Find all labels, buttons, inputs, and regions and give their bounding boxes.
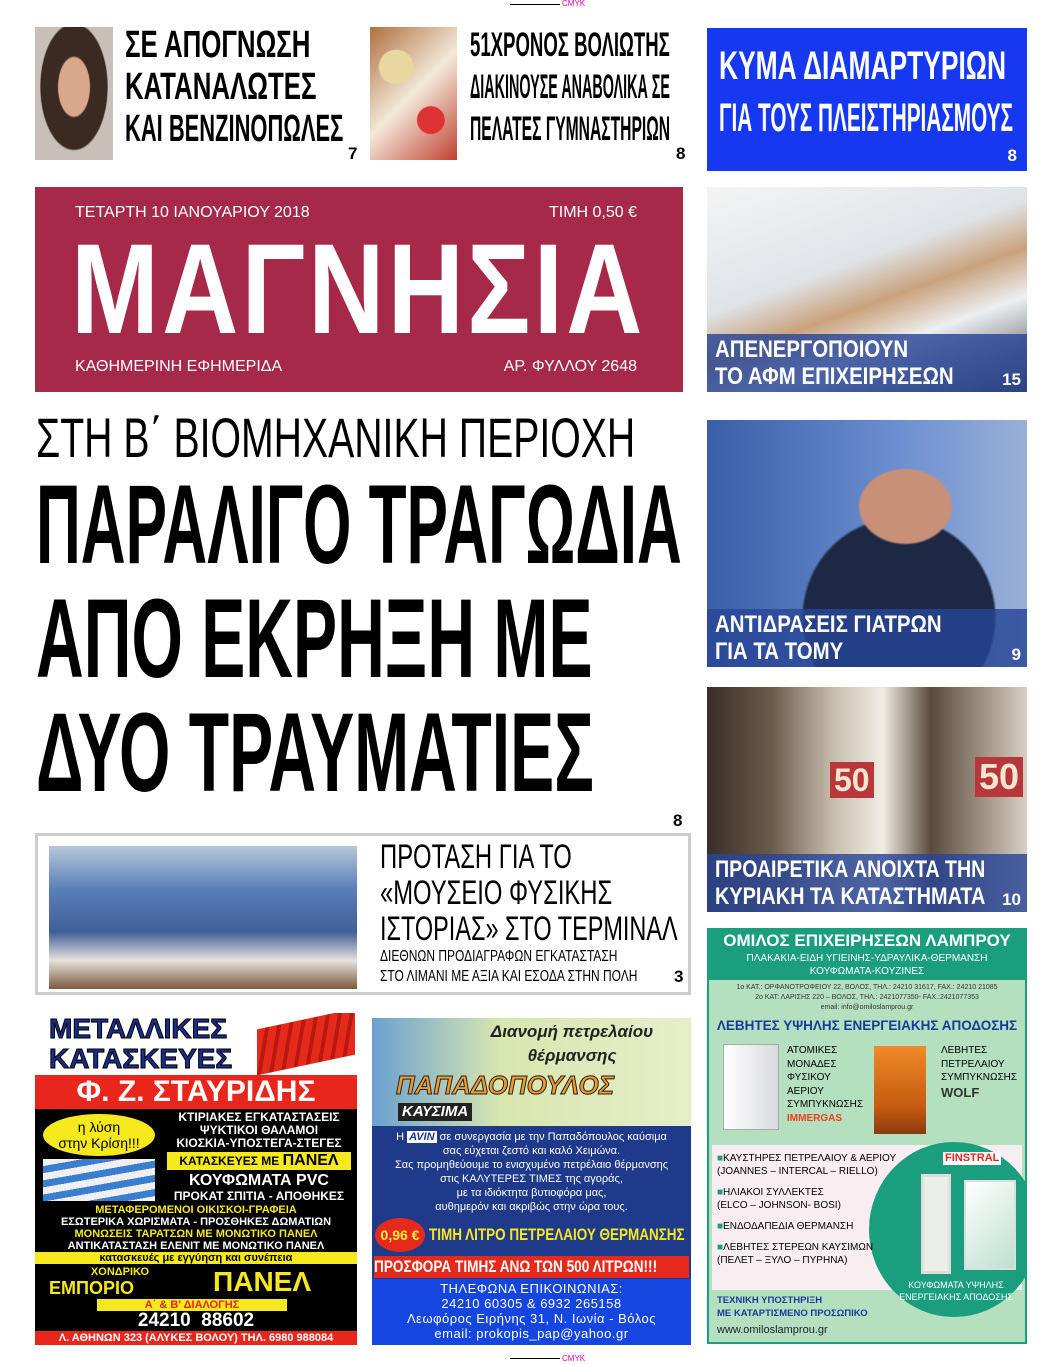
support-text: ΤΕΧΝΙΚΗ ΥΠΟΣΤΗΡΙΞΗ xyxy=(717,1295,823,1306)
caption-line: ΑΝΤΙΔΡΑΣΕΙΣ ΓΙΑΤΡΩΝ xyxy=(715,611,942,638)
pvc: ΚΟΥΦΩΜΑΤΑ PVC xyxy=(189,1172,329,1189)
service: ΨΥΚΤΙΚΟΙ ΘΑΛΑΜΟΙ xyxy=(199,1123,319,1137)
grade: Α΄ & Β' ΔΙΑΛΟΓΗΣ xyxy=(97,1299,287,1311)
crop-mark-label-top: CMYK xyxy=(562,0,586,8)
boiler-image xyxy=(723,1044,779,1130)
price-burst: 0,96 € xyxy=(375,1218,425,1252)
address-line: email: info@omiloslamprou.gr xyxy=(820,1004,914,1011)
caption-line: ΠΡΟΑΙΡΕΤΙΚΑ ΑΝΟΙΧΤΑ ΤΗΝ xyxy=(715,856,986,883)
window-profile-image xyxy=(964,1180,1016,1270)
page-number: 8 xyxy=(1007,146,1017,165)
tagline: Διανομή πετρελαίου xyxy=(490,1022,654,1041)
ad-line: ΑΝΤΙΚΑΤΑΣΤΑΣΗ ΕΛΕΝΙΤ ΜΕ ΜΟΝΩΤΙΚΟ ΠΑΝΕΛ xyxy=(67,1240,325,1252)
address-line: 2ο ΚΑΤ: ΛΑΡΙΣΗΣ 220 – ΒΟΛΟΣ, ΤΗΛ.: 2421077350- FAX.:2421077353 xyxy=(755,994,979,1001)
museum-headline-line: ΙΣΤΟΡΙΑΣ» ΣΤΟ ΤΕΡΜΙΝΑΛ xyxy=(380,910,678,948)
address-line: 1ο ΚΑΤ.: ΟΡΦΑΝΟΤΡΟΦΕΙΟΥ 22, ΒΟΛΟΣ, ΤΗΛ.: 24210 31617, FAX.: 24210 21085 xyxy=(736,984,998,991)
body-line: με τα ιδιόκτητα βυτιοφόρα μας, xyxy=(456,1187,607,1199)
body-prefix: Η xyxy=(396,1131,405,1143)
immergas-logo: IMMERGAS xyxy=(787,1112,842,1124)
tagline: θέρμανσης xyxy=(527,1046,617,1065)
story-photo-pills[interactable] xyxy=(370,27,457,160)
boiler-text: ΦΥΣΙΚΟΥ xyxy=(787,1072,831,1083)
body-line: αυθημερόν και ακριβώς στην ώρα τους. xyxy=(435,1201,628,1213)
headline-line: ΚΑΙ ΒΕΝΖΙΝΟΠΩΛΕΣ xyxy=(125,108,344,150)
ad-heading: ΛΕΒΗΤΕΣ ΥΨΗΛΗΣ ΕΝΕΡΓΕΙΑΚΗΣ ΑΠΟΔΟΣΗΣ xyxy=(716,1018,1018,1033)
address: Λ. ΑΘΗΝΩΝ 323 (ΑΛΥΚΕΣ ΒΟΛΟΥ) ΤΗΛ. 6980 988084 xyxy=(35,1331,357,1345)
page-number: 9 xyxy=(1011,645,1021,664)
ad-lamprou[interactable] xyxy=(707,928,1027,1344)
main-story[interactable] xyxy=(36,406,684,815)
crop-mark-bottom xyxy=(510,1358,560,1359)
boiler-text: ΣΥΜΠΥΚΝΩΣΗΣ xyxy=(787,1099,864,1110)
bullet-item: ■ΗΛΙΑΚΟΙ ΣΥΛΛΕΚΤΕΣ (ELCO – JOHNSON- BOSI) xyxy=(717,1187,841,1211)
oil-boiler-image xyxy=(874,1046,926,1134)
ad-stavridis[interactable] xyxy=(35,1013,357,1345)
avin-logo: AVIN xyxy=(409,1131,435,1143)
contact-line: Λεωφόρος Ειρήνης 31, Ν. Ιωνία - Βόλος xyxy=(406,1311,657,1326)
main-headline-line: ΑΠΟ ΕΚΡΗΞΗ ΜΕ xyxy=(36,576,593,701)
panels-image xyxy=(43,1159,155,1201)
top-story-3-box[interactable] xyxy=(707,28,1027,171)
bullet-item: ■ΕΝΔΟΔΑΠΕΔΙΑ ΘΕΡΜΑΝΣΗ xyxy=(717,1221,854,1232)
website-link[interactable]: www.omiloslamprou.gr xyxy=(717,1324,828,1336)
boiler-text: ΜΟΝΑΔΕΣ xyxy=(787,1058,837,1070)
guarantee: κατασκευές με εγγύηση και συνέπεια xyxy=(99,1252,293,1264)
caption-line: ΚΥΡΙΑΚΗ ΤΑ ΚΑΤΑΣΤΗΜΑΤΑ xyxy=(715,883,986,910)
museum-subhead-line: ΔΙΕΘΝΩΝ ΠΡΟΔΙΑΓΡΑΦΩΝ ΕΓΚΑΤΑΣΤΑΣΗ xyxy=(380,948,618,965)
brand-name: ΠΑΠΑΔΟΠΟΥΛΟΣ xyxy=(396,1070,615,1100)
brand-sub: ΚΑΥΣΙΜΑ xyxy=(398,1103,472,1121)
page-number: 10 xyxy=(1002,890,1021,909)
shop-sign: 50 xyxy=(975,757,1023,797)
bullet-item: ■ΚΑΥΣΤΗΡΕΣ ΠΕΤΡΕΛΑΙΟΥ & ΑΕΡΙΟΥ (JOANNES – INTERCAL – RIELLO) xyxy=(717,1153,897,1177)
ad-sub: ΚΟΥΦΩΜΑΤΑ-ΚΟΥΖΙΝΕΣ xyxy=(809,966,925,977)
contact-line: 24210 60305 & 6932 265158 xyxy=(441,1296,622,1311)
ad-title-line: ΜΕΤΑΛΛΙΚΕΣ xyxy=(49,1013,228,1044)
body-line: Σας προμηθεύουμε το ενισχυμένο πετρέλαιο θέρμανσης xyxy=(394,1159,669,1171)
masthead-subtitle: ΚΑΘΗΜΕΡΙΝΗ ΕΦΗΜΕΡΙΔΑ xyxy=(75,358,283,375)
panel-big: ΠΑΝΕΛ xyxy=(213,1266,312,1297)
body-line: σε συνεργασία με την Παπαδόπουλος καύσιμα xyxy=(439,1131,667,1143)
page-number: 15 xyxy=(1002,370,1021,389)
emporio: ΕΜΠΟΡΙΟ xyxy=(49,1278,135,1298)
headline-line: ΔΙΑΚΙΝΟΥΣΕ ΑΝΑΒΟΛΙΚΑ ΣΕ xyxy=(470,68,670,106)
phone: 24210 88602 xyxy=(137,1310,255,1331)
offer-banner: ΠΡΟΣΦΟΡΑ ΤΙΜΗΣ ΑΝΩ ΤΩΝ 500 ΛΙΤΡΩΝ!!! xyxy=(374,1256,689,1278)
boiler-text: ΑΤΟΜΙΚΕΣ xyxy=(787,1045,838,1056)
museum-subhead-line: ΣΤΟ ΛΙΜΑΝΙ ΜΕ ΑΞΙΑ ΚΑΙ ΕΣΟΔΑ ΣΤΗΝ ΠΟΛΗ xyxy=(380,968,638,985)
headline-line: ΓΙΑ ΤΟΥΣ ΠΛΕΙΣΤΗΡΙΑΣΜΟΥΣ xyxy=(719,96,1014,140)
crop-mark-label-bottom: CMYK xyxy=(562,1354,586,1363)
prokat: ΠΡΟΚΑΤ ΣΠΙΤΙΑ - ΑΠΟΘΗΚΕΣ xyxy=(173,1189,345,1203)
window-text: ΚΟΥΦΩΜΑΤΑ ΥΨΗΛΗΣ xyxy=(908,1280,1004,1290)
main-headline-line: ΔΥΟ ΤΡΑΥΜΑΤΙΕΣ xyxy=(36,690,594,815)
price-label: ΤΙΜΗ ΛΙΤΡΟ ΠΕΤΡΕΛΑΙΟΥ ΘΕΡΜΑΝΣΗΣ xyxy=(429,1225,685,1244)
ad-line: ΕΣΩΤΕΡΙΚΑ ΧΩΡΙΣΜΑΤΑ - ΠΡΟΣΘΗΚΕΣ ΔΩΜΑΤΙΩΝ xyxy=(60,1216,332,1228)
panel-label: ΚΑΤΑΣΚΕΥΕΣ ΜΕ xyxy=(179,1154,280,1168)
headline-line: ΚΑΤΑΝΑΛΩΤΕΣ xyxy=(125,66,317,108)
ad-title: ΟΜΙΛΟΣ ΕΠΙΧΕΙΡΗΣΕΩΝ ΛΑΜΠΡΟΥ xyxy=(723,931,1011,950)
boiler-text: ΣΥΜΠΥΚΝΩΣΗΣ xyxy=(941,1072,1018,1083)
body-line: σας εύχεται ζεστό και καλό Χειμώνα. xyxy=(442,1145,621,1157)
museum-headline-line: ΠΡΟΤΑΣΗ ΓΙΑ ΤΟ xyxy=(380,838,572,876)
window-text: ΕΝΕΡΓΕΙΑΚΗΣ ΑΠΟΔΟΣΗΣ xyxy=(899,1292,1013,1302)
ad-sub: ΠΛΑΚΑΚΙΑ-ΕΙΔΗ ΥΓΙΕΙΝΗΣ-ΥΔΡΑΥΛΙΚΑ-ΘΕΡΜΑΝΣΗ xyxy=(746,953,988,964)
page-number: 7 xyxy=(348,144,358,163)
ad-name: Φ. Ζ. ΣΤΑΥΡΙΔΗΣ xyxy=(35,1075,357,1109)
masthead-issue: ΑΡ. ΦΥΛΛΟΥ 2648 xyxy=(503,358,637,375)
bullet-item: ■ΛΕΒΗΤΕΣ ΣΤΕΡΕΩΝ ΚΑΥΣΙΜΩΝ (ΠΕΛΕΤ – ΞΥΛΟ – ΠΥΡΗΝΑ) xyxy=(717,1242,874,1266)
finstral-logo: FINSTRAL xyxy=(945,1152,1000,1164)
museum-photo xyxy=(49,846,357,989)
side-story-doctors[interactable] xyxy=(707,420,1027,667)
wolf-logo: WOLF xyxy=(941,1084,980,1100)
story-photo-woman[interactable] xyxy=(35,27,113,160)
boiler-text: ΑΕΡΙΟΥ xyxy=(787,1085,824,1097)
newspaper-name: ΜΑΓΝΗΣΙΑ xyxy=(71,218,646,361)
masthead-price: ΤΙΜΗ 0,50 € xyxy=(548,204,637,221)
boiler-text: ΛΕΒΗΤΕΣ xyxy=(941,1045,988,1056)
page-number: 8 xyxy=(676,144,686,163)
main-headline-line: ΠΑΡΑΛΙΓΟ ΤΡΑΓΩΔΙΑ xyxy=(36,462,682,587)
masthead-date: ΤΕΤΑΡΤΗ 10 ΙΑΝΟΥΑΡΙΟΥ 2018 xyxy=(75,204,310,221)
shop-sign: 50 xyxy=(830,762,874,798)
ad-line: ΜΟΝΩΣΕΙΣ ΤΑΡΑΤΣΩΝ ΜΕ ΜΟΝΩΤΙΚΟ ΠΑΝΕΛ xyxy=(74,1228,318,1240)
headline-line: ΣΕ ΑΠΟΓΝΩΣΗ xyxy=(125,24,311,66)
main-kicker: ΣΤΗ Β΄ ΒΙΟΜΗΧΑΝΙΚΗ ΠΕΡΙΟΧΗ xyxy=(36,406,636,469)
masthead xyxy=(35,187,683,392)
page-number: 8 xyxy=(673,811,683,830)
crop-mark-top xyxy=(510,4,560,5)
email-link[interactable]: email: prokopis_pap@yahoo.gr xyxy=(434,1326,629,1341)
page-number: 3 xyxy=(674,967,684,986)
support-text: ΜΕ ΚΑΤΑΡΤΙΣΜΕΝΟ ΠΡΟΣΩΠΙΚΟ xyxy=(717,1308,868,1319)
side-story-afm[interactable] xyxy=(707,187,1027,392)
caption-line: ΤΟ ΑΦΜ ΕΠΙΧΕΙΡΗΣΕΩΝ xyxy=(715,363,954,390)
wholesale: ΧΟΝΔΡΙΚΟ xyxy=(90,1266,150,1278)
top-story-2-headline[interactable] xyxy=(470,24,672,150)
masthead-title xyxy=(71,218,651,361)
boiler-text: ΠΕΤΡΕΛΑΙΟΥ xyxy=(941,1058,1005,1070)
museum-story-box[interactable] xyxy=(35,833,691,995)
ad-papadopoulos[interactable] xyxy=(372,1018,691,1345)
service: ΚΤΙΡΙΑΚΕΣ ΕΓΚΑΤΑΣΤΑΣΕΙΣ xyxy=(178,1110,340,1124)
caption-line: ΓΙΑ ΤΑ ΤΟΜΥ xyxy=(715,638,844,665)
headline-line: 51ΧΡΟΝΟΣ ΒΟΛΙΩΤΗΣ xyxy=(470,26,670,64)
side-story-shops[interactable] xyxy=(707,687,1027,912)
body-line: στις ΚΑΛΥΤΕΡΕΣ ΤΙΜΕΣ της αγοράς, xyxy=(440,1173,623,1185)
window-image xyxy=(921,1174,951,1274)
headline-line: ΚΥΜΑ ΔΙΑΜΑΡΤΥΡΙΩΝ xyxy=(719,44,1007,88)
museum-headline-line: «ΜΟΥΣΕΙΟ ΦΥΣΙΚΗΣ xyxy=(380,874,613,912)
service: ΚΙΟΣΚΙΑ-ΥΠΟΣΤΕΓΑ-ΣΤΕΓΕΣ xyxy=(176,1136,342,1150)
headline-line: ΠΕΛΑΤΕΣ ΓΥΜΝΑΣΤΗΡΙΩΝ xyxy=(470,110,671,148)
contact-line: ΤΗΛΕΦΩΝΑ ΕΠΙΚΟΙΝΩΝΙΑΣ: xyxy=(440,1281,623,1296)
badge: η λύση στην Κρίση!!! xyxy=(43,1114,155,1156)
caption-line: ΑΠΕΝΕΡΓΟΠΟΙΟΥΝ xyxy=(715,336,909,363)
panel-word: ΠΑΝΕΛ xyxy=(282,1152,339,1169)
ad-title-line: ΚΑΤΑΣΚΕΥΕΣ xyxy=(49,1043,233,1074)
top-story-1-headline[interactable] xyxy=(125,24,345,150)
ad-line: ΜΕΤΑΦΕΡΟΜΕΝΟΙ ΟΙΚΙΣΚΟΙ-ΓΡΑΦΕΙΑ xyxy=(95,1204,297,1216)
